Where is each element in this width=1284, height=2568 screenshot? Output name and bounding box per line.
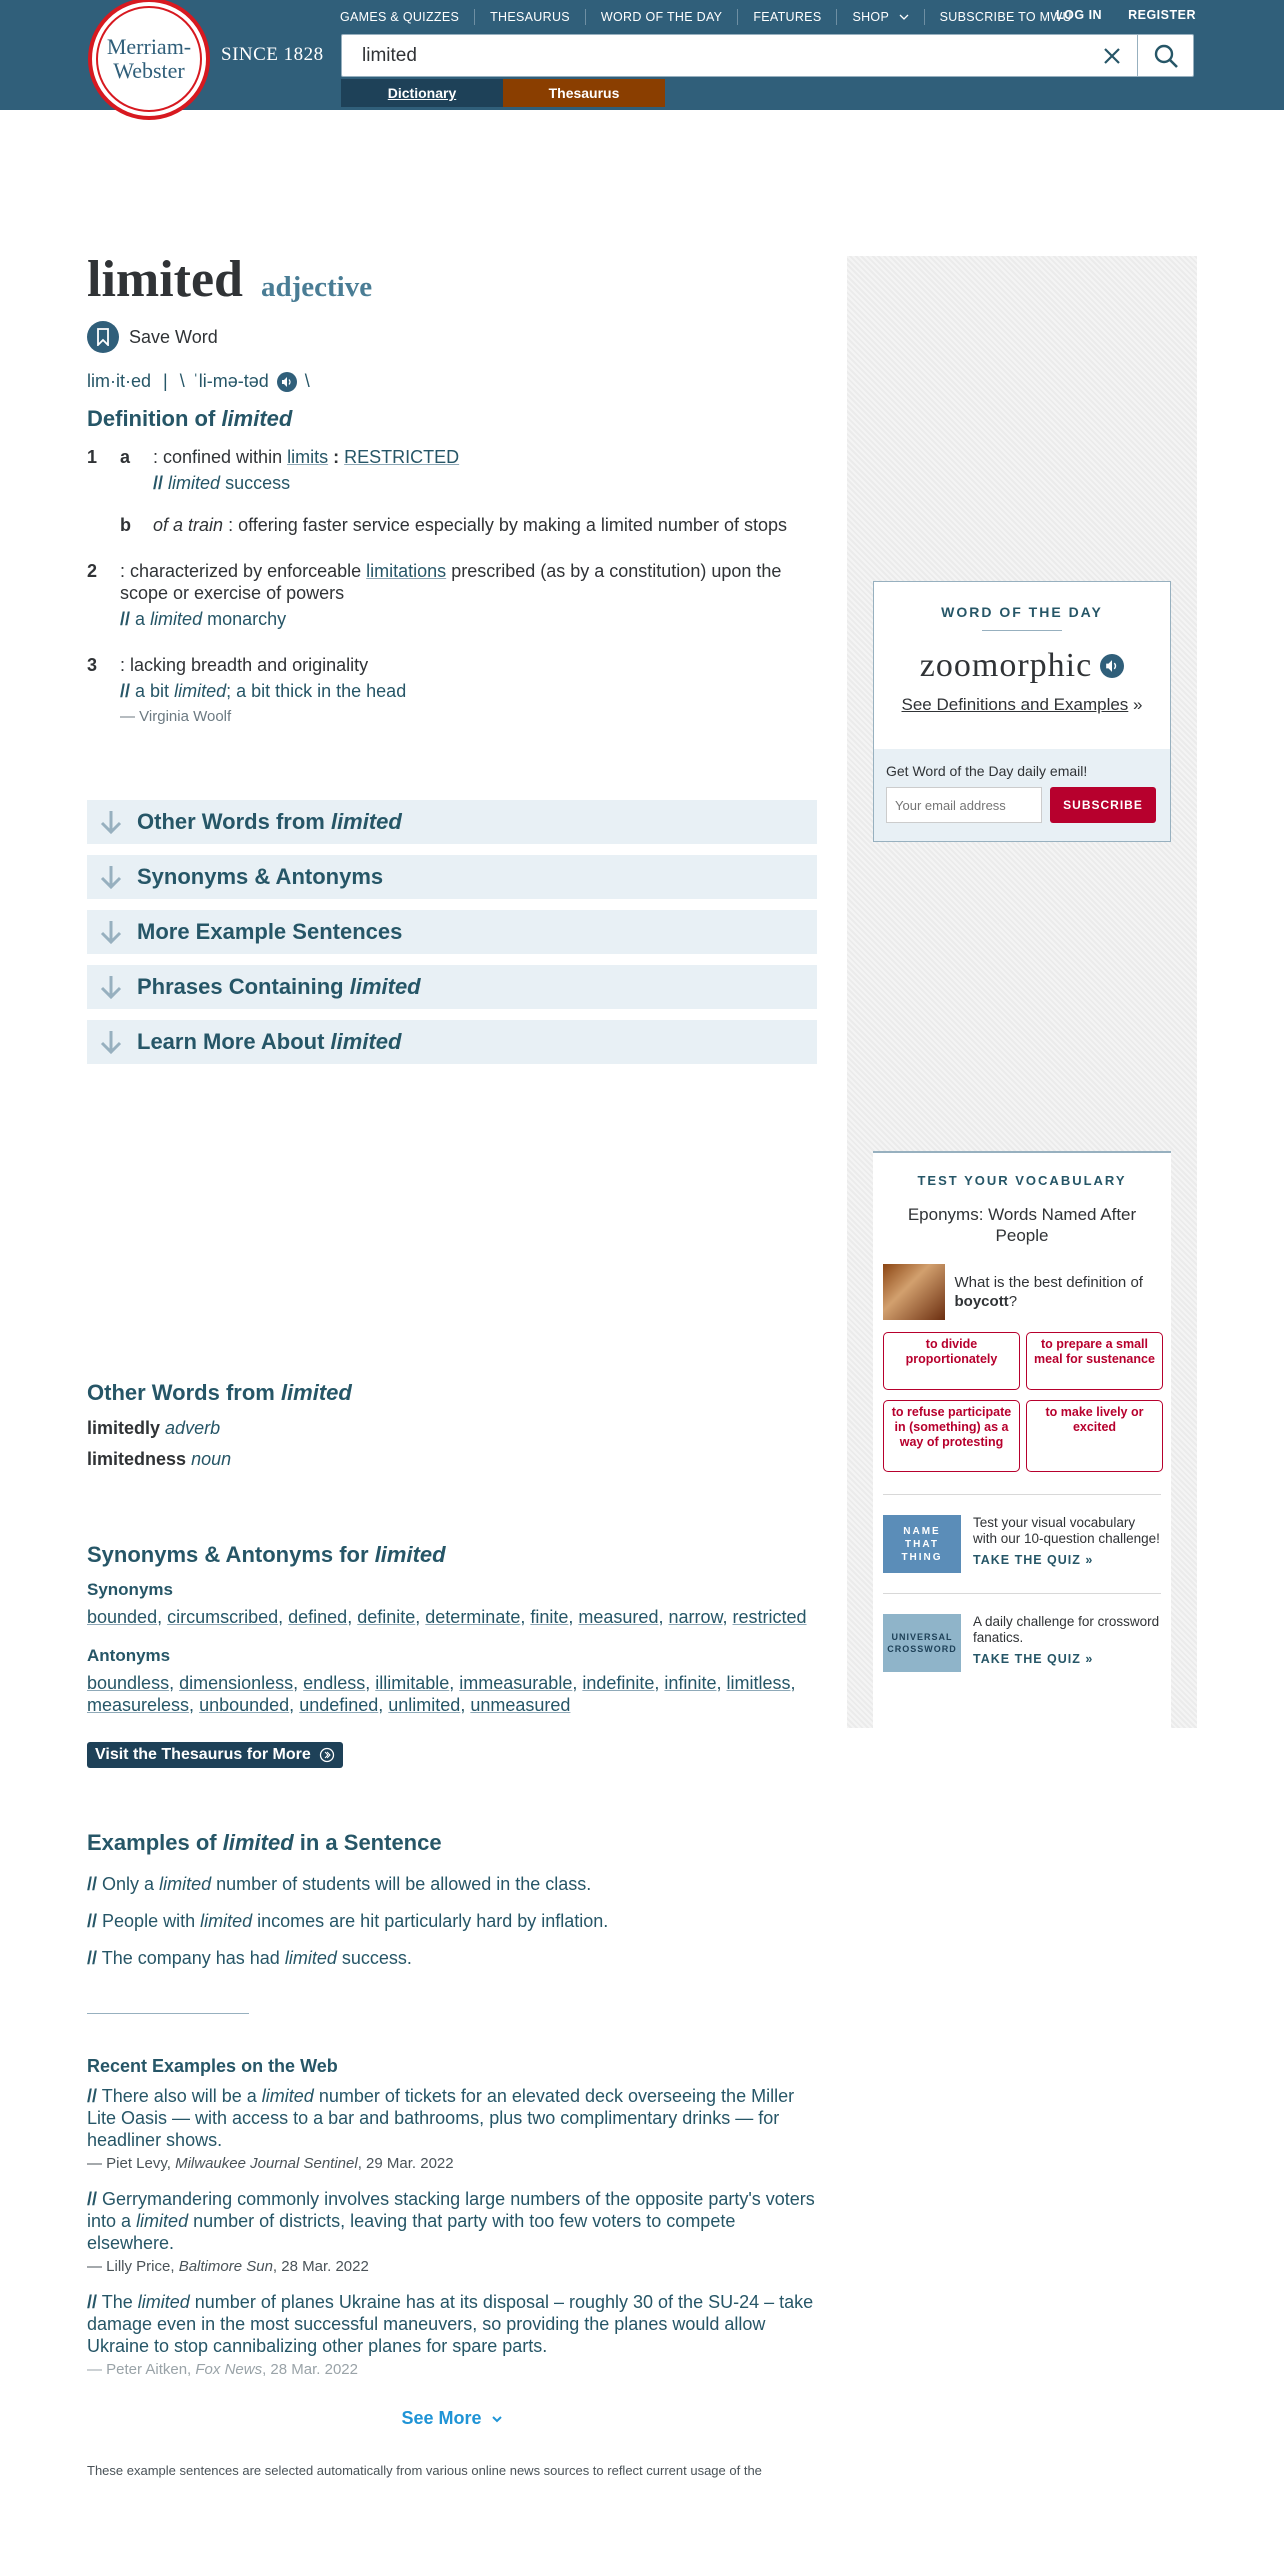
chevron-down-icon [491, 2414, 503, 2424]
examples-section [87, 1830, 817, 2014]
vis-pre: a [135, 609, 146, 629]
web-example: // Gerrymandering commonly involves stacking large numbers of the opposite party's voters into a limited number of districts, leaving that party with too few voters to compete elsewhere. [87, 2189, 815, 2253]
vis-prefix: // [153, 473, 164, 493]
accordion-synonyms-antonyms[interactable] [87, 855, 817, 899]
crossword-image: UNIVERSAL CROSSWORD [883, 1614, 961, 1672]
synonym-link[interactable]: definite [357, 1607, 416, 1627]
quiz-image [883, 1264, 945, 1320]
email-row [886, 787, 1158, 823]
accordion-label: Synonyms & Antonyms [137, 864, 384, 889]
synonym-link[interactable]: determinate [425, 1607, 521, 1627]
nav-thesaurus[interactable]: THESAURUS [475, 9, 586, 25]
web-examples-section [87, 2056, 817, 2478]
sense-1a [87, 446, 817, 494]
nav-shop[interactable] [837, 9, 924, 25]
arrow-down-icon [99, 974, 123, 1000]
quiz-answers [883, 1332, 1161, 1472]
web-example-source: — Piet Levy, Milwaukee Journal Sentinel, 29 Mar. 2022 [87, 2155, 454, 2172]
accordion-phrases[interactable] [87, 965, 817, 1009]
web-example: // There also will be a limited number of tickets for an elevated deck overseeing the Miller Lite Oasis — with access to a bar and bathrooms, plus two complimentary drinks — for headliner shows. [87, 2086, 795, 2150]
search-icon [1153, 43, 1179, 69]
other-word-pos[interactable]: adverb [165, 1418, 221, 1438]
search-box [341, 34, 1194, 77]
web-example-source: — Peter Aitken, Fox News, 28 Mar. 2022 [87, 2361, 358, 2378]
other-word-2 [87, 1449, 817, 1470]
accordion-more-examples[interactable] [87, 910, 817, 954]
quiz-answer-2[interactable]: to prepare a small meal for sustenance [1026, 1332, 1163, 1390]
xref-limits[interactable]: limits [287, 447, 329, 467]
quiz-question [883, 1264, 1161, 1320]
arrow-down-icon [99, 1029, 123, 1055]
sense-number: 1 [87, 447, 98, 467]
section-title: Examples of limited in a Sentence [87, 1830, 442, 1855]
web-examples-title: Recent Examples on the Web [87, 2056, 338, 2076]
synonym-link[interactable]: bounded [87, 1607, 158, 1627]
section-title: Other Words from limited [87, 1380, 352, 1405]
def-title-word: limited [221, 406, 293, 431]
section-divider [87, 2013, 249, 2014]
synonym-link[interactable]: restricted [732, 1607, 807, 1627]
vis-prefix: // [120, 609, 131, 629]
accordion-other-words[interactable] [87, 800, 817, 844]
example-sentence: // The company has had limited success. [87, 1948, 412, 1968]
tab-dictionary[interactable]: Dictionary [341, 79, 503, 107]
antonym-link[interactable]: endless [303, 1673, 366, 1693]
section-title: Synonyms & Antonyms for limited [87, 1542, 446, 1567]
other-word-1 [87, 1418, 817, 1439]
other-word: limitedly [87, 1418, 161, 1438]
quiz-answer-1[interactable]: to divide proportionately [883, 1332, 1020, 1390]
nav-games-quizzes[interactable]: GAMES & QUIZZES [340, 9, 475, 25]
promo-body [973, 1614, 1161, 1672]
promo-name-that-thing[interactable] [883, 1494, 1161, 1593]
auth-links [1056, 8, 1196, 22]
def-title-prefix: Definition of [87, 406, 216, 431]
search-button[interactable] [1137, 35, 1193, 76]
subscribe-button[interactable]: SUBSCRIBE [1050, 787, 1156, 823]
sense-number: 2 [87, 561, 98, 581]
vis-word: limited [174, 681, 227, 701]
accordion-label: Phrases Containing limited [137, 974, 421, 999]
sense-colon: : [333, 447, 340, 467]
web-example: // The limited number of planes Ukraine has at its disposal – roughly 30 of the SU-24 – take damage even in the most successful maneuvers, so providing the planes would allow Ukraine to stop cannibalizing other planes for spare parts. [87, 2292, 814, 2356]
synonym-link[interactable]: defined [288, 1607, 348, 1627]
sense-letter: b [120, 515, 131, 535]
accordion-label: More Example Sentences [137, 919, 403, 944]
syllables[interactable]: lim·it·ed [87, 371, 152, 391]
search-tabs [341, 79, 665, 107]
wotd-email-signup [874, 749, 1170, 841]
promo-crossword[interactable] [883, 1593, 1161, 1692]
name-that-thing-image: NAME THAT THING [883, 1515, 961, 1573]
sense-2 [87, 560, 817, 630]
vis-pre: a bit [135, 681, 170, 701]
nav-word-of-the-day[interactable]: WORD OF THE DAY [586, 9, 738, 25]
antonym-link[interactable]: dimensionless [179, 1673, 294, 1693]
sense-text: : offering faster service especially by making a limited number of stops [228, 515, 787, 535]
verbal-illustration [153, 472, 817, 494]
close-icon [1102, 46, 1122, 66]
arrow-down-icon [99, 919, 123, 945]
wotd-rule [982, 630, 1062, 631]
sense-text: : confined within [153, 447, 283, 467]
accordion-label: Learn More About limited [137, 1029, 402, 1054]
visit-thesaurus-button[interactable] [87, 1742, 343, 1768]
logo-line-1: Merriam- [106, 34, 192, 59]
synonym-link[interactable]: finite [530, 1607, 569, 1627]
pron-separator: | [163, 371, 168, 391]
logo-ring [96, 6, 202, 112]
sense-body [120, 560, 817, 630]
email-field[interactable] [886, 787, 1042, 823]
sense-1b [87, 514, 817, 536]
top-nav [340, 8, 1087, 26]
sense-body [153, 514, 817, 536]
antonym-link[interactable]: undefined [299, 1695, 379, 1715]
xref-restricted[interactable]: RESTRICTED [344, 447, 460, 467]
see-more-label: See More [401, 2408, 482, 2428]
vis-rest: success [225, 473, 291, 493]
vis-word: limited [150, 609, 203, 629]
speaker-icon[interactable] [1100, 654, 1124, 678]
pronunciation-row [87, 371, 817, 392]
nav-subscribe-mwu[interactable]: SUBSCRIBE TO MWU [939, 10, 1072, 24]
other-words-section [87, 1380, 817, 1470]
accordion-label: Other Words from limited [137, 809, 402, 834]
antonym-link[interactable]: unmeasured [470, 1695, 571, 1715]
entry-main [87, 250, 817, 2478]
word-of-the-day-widget [873, 581, 1171, 842]
quiz-question-text: What is the best definition of boycott? [954, 1274, 1143, 1310]
wotd-word: zoomorphic [919, 647, 1093, 684]
search-input[interactable] [342, 35, 1102, 76]
sense-label: of a train [153, 515, 224, 535]
merriam-webster-logo[interactable] [88, 0, 210, 120]
right-sidebar [847, 256, 1197, 1728]
sense-body [153, 446, 817, 494]
nav-features[interactable]: FEATURES [738, 9, 837, 25]
login-link[interactable]: LOG IN [1056, 8, 1103, 22]
antonym-link[interactable]: infinite [664, 1673, 717, 1693]
chevron-right-circle-icon [319, 1747, 335, 1763]
since-1828: SINCE 1828 [221, 44, 324, 65]
antonym-link[interactable]: boundless [87, 1673, 170, 1693]
antonym-link[interactable]: measureless [87, 1695, 190, 1715]
logo-line-2: Webster [113, 58, 185, 83]
vis-rest: ; a bit thick in the head [226, 681, 407, 701]
button-label: Visit the Thesaurus for More [95, 1746, 311, 1763]
entry-accordion [87, 800, 817, 1064]
pron-close: \ [304, 371, 310, 391]
take-quiz-link[interactable]: TAKE THE QUIZ » [973, 1652, 1094, 1666]
promo-text: A daily challenge for crossword fanatics. [973, 1614, 1160, 1645]
example-sentence: // Only a limited number of students will be allowed in the class. [87, 1874, 592, 1894]
arrow-down-icon [99, 809, 123, 835]
chevron-down-icon [899, 13, 909, 21]
synonyms-antonyms-section [87, 1542, 817, 1768]
vis-prefix: // [120, 681, 131, 701]
speaker-icon[interactable] [277, 372, 297, 392]
xref-limitations[interactable]: limitations [366, 561, 447, 581]
accordion-learn-more[interactable] [87, 1020, 817, 1064]
wotd-heading: WORD OF THE DAY [941, 604, 1103, 620]
clear-search-button[interactable] [1087, 35, 1137, 76]
antonym-link[interactable]: limitless [726, 1673, 791, 1693]
synonym-link[interactable]: measured [578, 1607, 659, 1627]
take-quiz-link[interactable]: TAKE THE QUIZ » [973, 1553, 1094, 1567]
promo-body [973, 1515, 1161, 1573]
register-link[interactable]: REGISTER [1128, 8, 1196, 22]
save-word-button[interactable] [87, 321, 817, 353]
examples-disclaimer: These example sentences are selected automatically from various online news sources to reflect current usage of the [87, 2463, 762, 2478]
antonym-list: boundless, dimensionless, endless, illimitable, immeasurable, indefinite, infinite, limitless, measureless, unbounded, undefined, unlimited, unmeasured [87, 1673, 796, 1715]
antonym-link[interactable]: indefinite [582, 1673, 655, 1693]
sense-text-cont: prescribed (as by a constitution) upon the scope or exercise of powers [120, 561, 782, 603]
promo-text: Test your visual vocabulary with our 10-question challenge! [973, 1515, 1160, 1546]
sense-letter: a [120, 447, 131, 467]
sense-3 [87, 654, 817, 728]
definition-title [87, 406, 817, 432]
headword: limited [87, 251, 243, 308]
wotd-word-row[interactable] [874, 647, 1170, 685]
vocabulary-quiz-widget [873, 1151, 1171, 1728]
example-sentence: // People with limited incomes are hit particularly hard by inflation. [87, 1911, 609, 1931]
antonym-link[interactable]: immeasurable [459, 1673, 573, 1693]
tab-thesaurus[interactable]: Thesaurus [503, 79, 665, 107]
antonym-link[interactable]: illimitable [375, 1673, 450, 1693]
wotd-email-text: Get Word of the Day daily email! [886, 763, 1088, 779]
verbal-illustration [120, 608, 817, 630]
save-word-label: Save Word [129, 326, 218, 347]
synonym-link[interactable]: circumscribed [167, 1607, 279, 1627]
other-word: limitedness [87, 1449, 187, 1469]
nav-shop-label: SHOP [852, 10, 889, 24]
site-header [0, 0, 1284, 110]
vis-rest: monarchy [207, 609, 287, 629]
antonyms-label: Antonyms [87, 1646, 171, 1665]
pron-open: \ [179, 371, 185, 391]
synonyms-label: Synonyms [87, 1580, 173, 1599]
vis-word: limited [168, 473, 221, 493]
synonym-list: bounded, circumscribed, defined, definite, determinate, finite, measured, narrow, restricted [87, 1607, 807, 1627]
other-word-pos[interactable]: noun [191, 1449, 232, 1469]
quiz-answer-3[interactable]: to refuse participate in (something) as a way of protesting [883, 1400, 1020, 1472]
quote-author: — Virginia Woolf [120, 708, 232, 725]
quiz-subtitle[interactable]: Eponyms: Words Named After People [907, 1205, 1137, 1245]
sense-number: 3 [87, 655, 98, 675]
part-of-speech[interactable]: adjective [260, 271, 373, 303]
sense-text: : characterized by enforceable [120, 561, 362, 581]
verbal-illustration [120, 680, 817, 702]
sense-text: : lacking breadth and originality [120, 655, 369, 675]
web-example-source: — Lilly Price, Baltimore Sun, 28 Mar. 2022 [87, 2258, 369, 2275]
see-more-button[interactable] [87, 2408, 817, 2429]
quiz-answer-4[interactable]: to make lively or excited [1026, 1400, 1163, 1472]
sense-body [120, 654, 817, 728]
arrow-down-icon [99, 864, 123, 890]
bookmark-icon [87, 321, 119, 353]
quiz-heading: TEST YOUR VOCABULARY [917, 1173, 1127, 1188]
wotd-see-definitions[interactable]: See Definitions and Examples » [901, 695, 1143, 714]
antonym-link[interactable]: unlimited [388, 1695, 461, 1715]
synonym-link[interactable]: narrow [668, 1607, 723, 1627]
antonym-link[interactable]: unbounded [199, 1695, 290, 1715]
entry-header [87, 250, 817, 309]
pronunciation: ˈli-mə-təd [192, 371, 269, 391]
